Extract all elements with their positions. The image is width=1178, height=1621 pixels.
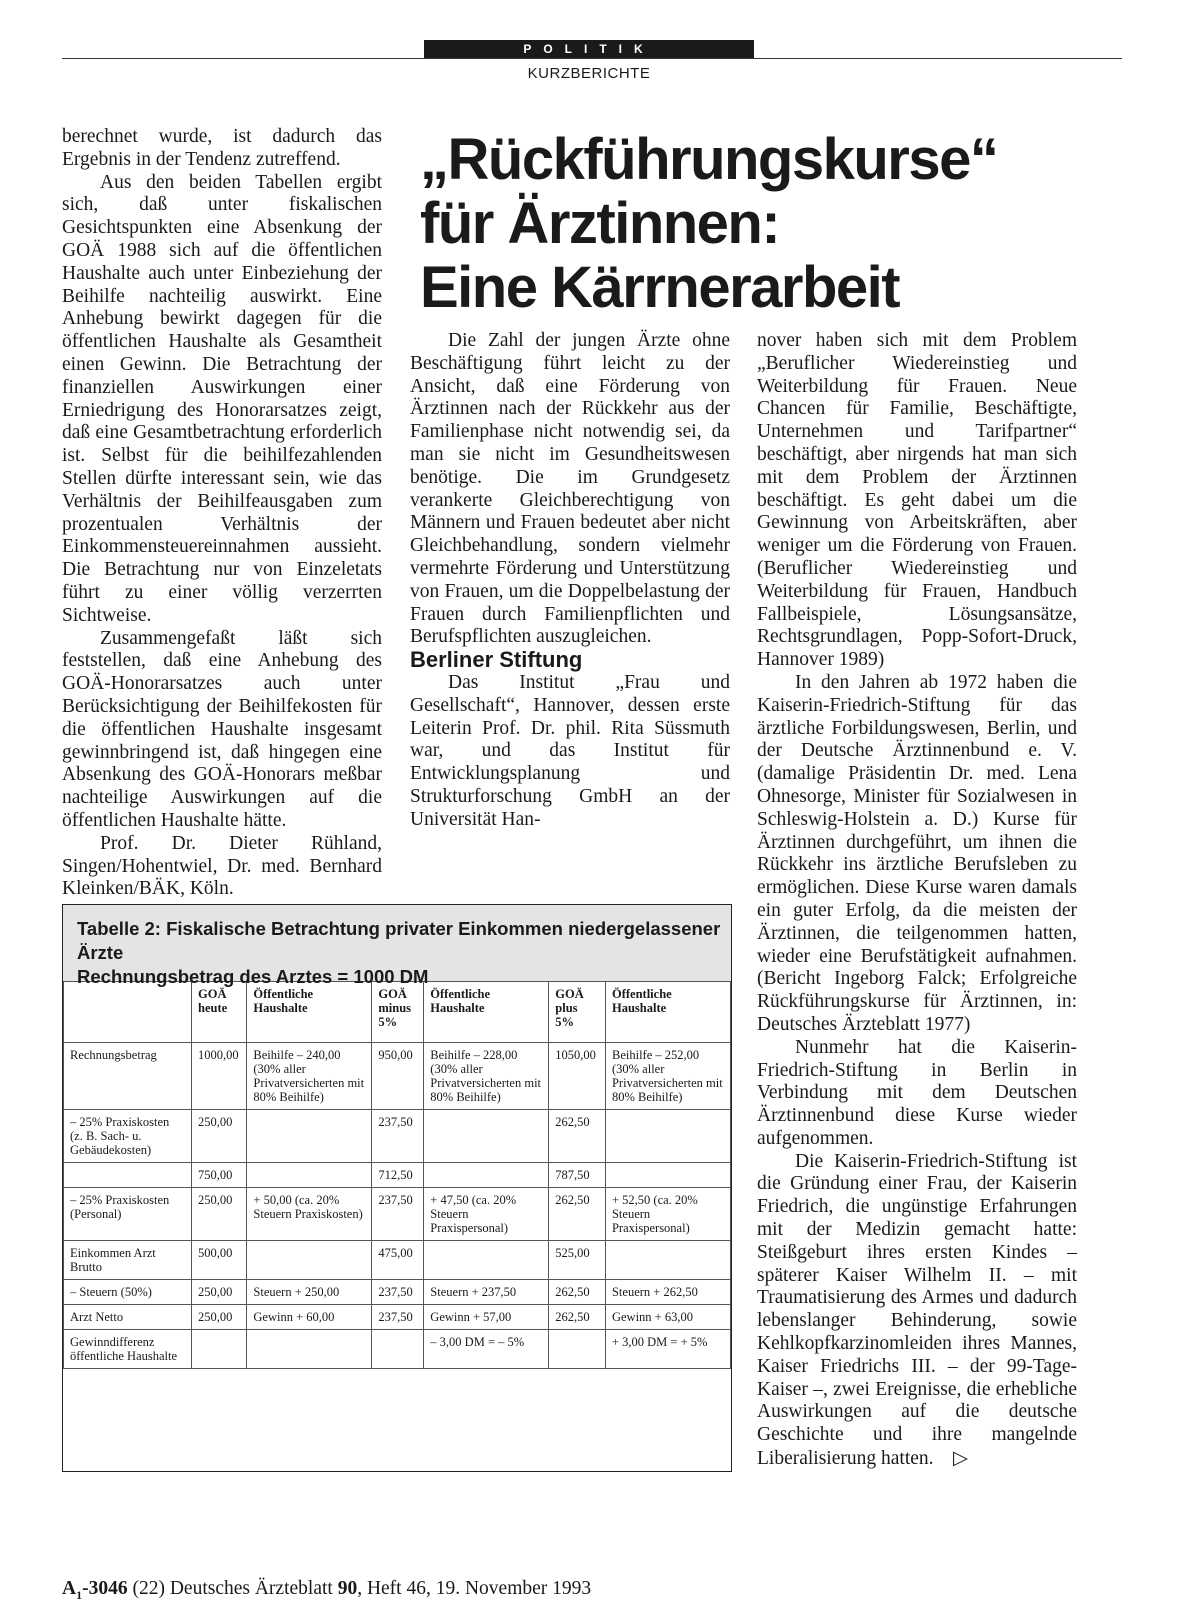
table-cell: 250,00 [192, 1280, 247, 1305]
table-row [64, 1330, 731, 1369]
table-cell: – Steuern (50%) [64, 1280, 192, 1305]
table-row [64, 1188, 731, 1241]
table-cell: 1050,00 [549, 1043, 606, 1110]
table-header-cell: Öffentliche Haushalte [247, 982, 372, 1043]
table-cell: Beihilfe – 252,00 (30% aller Privatversicherten mit 80% Beihilfe) [605, 1043, 730, 1110]
table-cell: 1000,00 [192, 1043, 247, 1110]
table-cell: 237,50 [372, 1280, 424, 1305]
table-cell: 262,50 [549, 1110, 606, 1163]
right-paragraph-text: Die Kaiserin-Friedrich-Stiftung ist die Gründung einer Frau, der Kaiserin Friedrich, die ungünstige Erfahrungen mit der Medizin gemacht hatte: Steißgeburt ihres ersten Kindes – späterer Kaiser Wilhelm II. – mit Traumatisierung des Armes und dadurch lebenslanger Behinderung, sowie Kehlkopfkarzinomleiden ihres Mannes, Kaiser Friedrichs III. – der 99-Tage-Kaiser –, zwei Ereignisse, die erhebliche Auswirkungen auf die deutsche Geschichte und ihre mangelnde Liberalisierung hatten. [757, 1150, 1077, 1470]
footer-issue: , Heft 46, 19. November 1993 [357, 1578, 592, 1599]
table-cell: – 25% Praxiskosten (z. B. Sach- u. Gebäudekosten) [64, 1110, 192, 1163]
table-cell: 237,50 [372, 1305, 424, 1330]
table-header-cell: GOÄ plus 5% [549, 982, 606, 1043]
left-column [62, 126, 382, 901]
table-row [64, 1241, 731, 1280]
footer-page-sub: 1 [76, 1587, 83, 1602]
table-row [64, 1110, 731, 1163]
headline-line: „Rückführungskurse“ [420, 127, 998, 192]
footer-page-letter: A [62, 1578, 77, 1599]
footer-volume: 90 [337, 1578, 358, 1599]
table-header-cell: GOÄ heute [192, 982, 247, 1043]
table-cell: 500,00 [192, 1241, 247, 1280]
table-cell: Beihilfe – 228,00 (30% aller Privatversicherten mit 80% Beihilfe) [424, 1043, 549, 1110]
data-table-box [62, 904, 732, 1472]
table-header-cell: Öffentliche Haushalte [605, 982, 730, 1043]
table-cell: + 3,00 DM = + 5% [605, 1330, 730, 1369]
table-cell: Gewinn + 57,00 [424, 1305, 549, 1330]
table-cell: + 50,00 (ca. 20% Steuern Praxiskosten) [247, 1188, 372, 1241]
table-cell: Steuern + 262,50 [605, 1280, 730, 1305]
table-row [64, 1280, 731, 1305]
footer-journal: (22) Deutsches Ärzteblatt [127, 1578, 338, 1599]
table-title-line: Rechnungsbetrag des Arztes = 1000 DM [77, 966, 429, 987]
table-title [63, 905, 731, 987]
table-cell [605, 1110, 730, 1163]
section-label: POLITIK [424, 40, 754, 59]
end-mark-icon: ▷ [953, 1446, 969, 1470]
table-cell: Gewinndifferenz öffentliche Haushalte [64, 1330, 192, 1369]
table-row [64, 1305, 731, 1330]
table-cell [424, 1110, 549, 1163]
article-headline [420, 128, 1120, 320]
subsection-label: KURZBERICHTE [527, 65, 651, 82]
table-cell: 787,50 [549, 1163, 606, 1188]
table-cell [424, 1241, 549, 1280]
table-cell: Steuern + 250,00 [247, 1280, 372, 1305]
page-footer [62, 1578, 591, 1603]
table-cell: Steuern + 237,50 [424, 1280, 549, 1305]
table-cell: – 3,00 DM = – 5% [424, 1330, 549, 1369]
table-cell [605, 1241, 730, 1280]
table-cell: Gewinn + 63,00 [605, 1305, 730, 1330]
left-paragraph: Aus den beiden Tabellen ergibt sich, daß unter fiskalischen Gesichtspunkten eine Absenkung der GOÄ 1988 sich auf die öffentlichen Haushalte auch unter Einbeziehung der Beihilfe nachteilig auswirkt. Eine Anhebung bewirkt dagegen für die öffentlichen Haushalte als Gesamtheit einen Gewinn. Die Betrachtung der finanziellen Auswirkungen einer Erniedrigung des Honorarsatzes zeigt, daß eine Gesamtbetrachtung erforderlich ist. Selbst für die beihilfezahlenden Stellen dürfte interessant sein, wie das Verhältnis der Beihilfeausgaben zum prozentualen Verhältnis der Einkommensteuereinnahmen aussieht. Die Betrachtung nur von Einzeletats führt zu einer völlig verzerrten Sichtweise. [62, 171, 382, 626]
left-paragraph: Prof. Dr. Dieter Rühland, Singen/Hohentwiel, Dr. med. Bernhard Kleinken/BÄK, Köln. [62, 832, 382, 900]
table-cell [247, 1330, 372, 1369]
table-header-cell: Öffentliche Haushalte [424, 982, 549, 1043]
right-paragraph [757, 1151, 1077, 1471]
right-column [757, 330, 1077, 1471]
table-cell: 250,00 [192, 1188, 247, 1241]
table-cell [424, 1163, 549, 1188]
table-cell: Einkommen Arzt Brutto [64, 1241, 192, 1280]
table-title-line: Tabelle 2: Fiskalische Betrachtung privater Einkommen niedergelassener Ärzte [77, 918, 721, 963]
table-cell: 237,50 [372, 1110, 424, 1163]
right-paragraph: In den Jahren ab 1972 haben die Kaiserin-Friedrich-Stiftung für das ärztliche Forbildungswesen, Berlin, und der Deutsche Ärztinnenbund e. V. (damalige Präsidentin Dr. med. Lena Ohnesorge, Minister für Sozialwesen in Schleswig-Holstein a. D.) Kurse für Ärztinnen durchgeführt, um ihnen die Rückkehr ins ärztliche Berufsleben zu ermöglichen. Diese Kurse waren damals ein guter Erfolg, da die meisten der Ärztinnen, die teilgenommen hatten, wieder eine Berufstätigkeit aufnahmen. (Bericht Ingeborg Falck; Erfolgreiche Rückführungskurse für Ärztinnen, in: Deutsches Ärzteblatt 1977) [757, 671, 1077, 1035]
table-header-cell: GOÄ minus 5% [372, 982, 424, 1043]
table-cell: 237,50 [372, 1188, 424, 1241]
left-paragraph: berechnet wurde, ist dadurch das Ergebnis in der Tendenz zutreffend. [62, 126, 382, 170]
middle-column [410, 330, 730, 832]
table-cell: 712,50 [372, 1163, 424, 1188]
table-cell: Gewinn + 60,00 [247, 1305, 372, 1330]
table-cell [192, 1330, 247, 1369]
table-cell: + 47,50 (ca. 20% Steuern Praxispersonal) [424, 1188, 549, 1241]
table-cell: Rechnungsbetrag [64, 1043, 192, 1110]
table-cell: 525,00 [549, 1241, 606, 1280]
left-paragraph: Zusammengefaßt läßt sich feststellen, daß eine Anhebung des GOÄ-Honorarsatzes auch unter Berücksichtigung der Beihilfekosten für die öffentlichen Haushalte insgesamt gewinnbringend ist, daß hingegen eine Absenkung des GOÄ-Honorars meßbar nachteilige Auswirkungen auf die öffentlichen Haushalte hätte. [62, 627, 382, 831]
table-cell: 950,00 [372, 1043, 424, 1110]
table-row [64, 1043, 731, 1110]
table-cell [64, 1163, 192, 1188]
table-cell: Arzt Netto [64, 1305, 192, 1330]
table-cell: 250,00 [192, 1305, 247, 1330]
headline-line: Eine Kärrnerarbeit [420, 255, 900, 320]
table-cell: 475,00 [372, 1241, 424, 1280]
table-cell [605, 1163, 730, 1188]
table-cell: Beihilfe – 240,00 (30% aller Privatversicherten mit 80% Beihilfe) [247, 1043, 372, 1110]
table-cell: 262,50 [549, 1188, 606, 1241]
table-cell: 262,50 [549, 1280, 606, 1305]
header-rule [62, 58, 1122, 59]
data-table [63, 981, 731, 1369]
table-row [64, 1163, 731, 1188]
table-cell: + 52,50 (ca. 20% Steuern Praxispersonal) [605, 1188, 730, 1241]
table-cell [247, 1241, 372, 1280]
table-cell [247, 1110, 372, 1163]
middle-paragraph: Das Institut „Frau und Gesellschaft“, Hannover, dessen erste Leiterin Prof. Dr. phil. Rita Süssmuth war, und das Institut für Entwicklungsplanung und Strukturforschung GmbH an der Universität Han- [410, 671, 730, 830]
table-header-cell [64, 982, 192, 1043]
table-cell [549, 1330, 606, 1369]
table-cell: 262,50 [549, 1305, 606, 1330]
headline-line: für Ärztinnen: [420, 191, 780, 256]
middle-paragraph: Die Zahl der jungen Ärzte ohne Beschäftigung führt leicht zu der Ansicht, daß eine Förderung von Ärztinnen nach der Rückkehr aus der Familienphase nicht notwendig sei, da man sie nicht im Gesundheitswesen benötige. Die im Grundgesetz verankerte Gleichberechtigung von Männern und Frauen bedeutet aber nicht Gleichbehandlung, sondern vielmehr vermehrte Förderung und Unterstützung von Frauen, um die Doppelbelastung der Frauen durch Familienpflichten und Berufspflichten auszugleichen. [410, 330, 730, 648]
table-cell: 250,00 [192, 1110, 247, 1163]
subheading: Berliner Stiftung [410, 647, 583, 673]
right-paragraph: Nunmehr hat die Kaiserin-Friedrich-Stiftung in Berlin in Verbindung mit dem Deutschen Ärztinnenbund diese Kurse wieder aufgenommen. [757, 1036, 1077, 1149]
table-cell [372, 1330, 424, 1369]
table-header-row [64, 982, 731, 1043]
right-paragraph: nover haben sich mit dem Problem „Beruflicher Wiedereinstieg und Weiterbildung für Frauen. Neue Chancen für Familie, Beschäftigte, Unternehmen und Tarifpartner“ beschäftigt, aber nirgends hat man sich mit dem Problem der Ärztinnen beschäftigt. Es geht dabei um die Gewinnung von Arbeitskräften, aber weniger um die Förderung von Frauen. (Beruflicher Wiedereinstieg und Weiterbildung für Frauen, Handbuch Fallbeispiele, Lösungsansätze, Rechtsgrundlagen, Popp-Sofort-Druck, Hannover 1989) [757, 330, 1077, 671]
table-cell: – 25% Praxiskosten (Personal) [64, 1188, 192, 1241]
table-cell: 750,00 [192, 1163, 247, 1188]
table-cell [247, 1163, 372, 1188]
footer-page-number: -3046 [82, 1578, 128, 1599]
